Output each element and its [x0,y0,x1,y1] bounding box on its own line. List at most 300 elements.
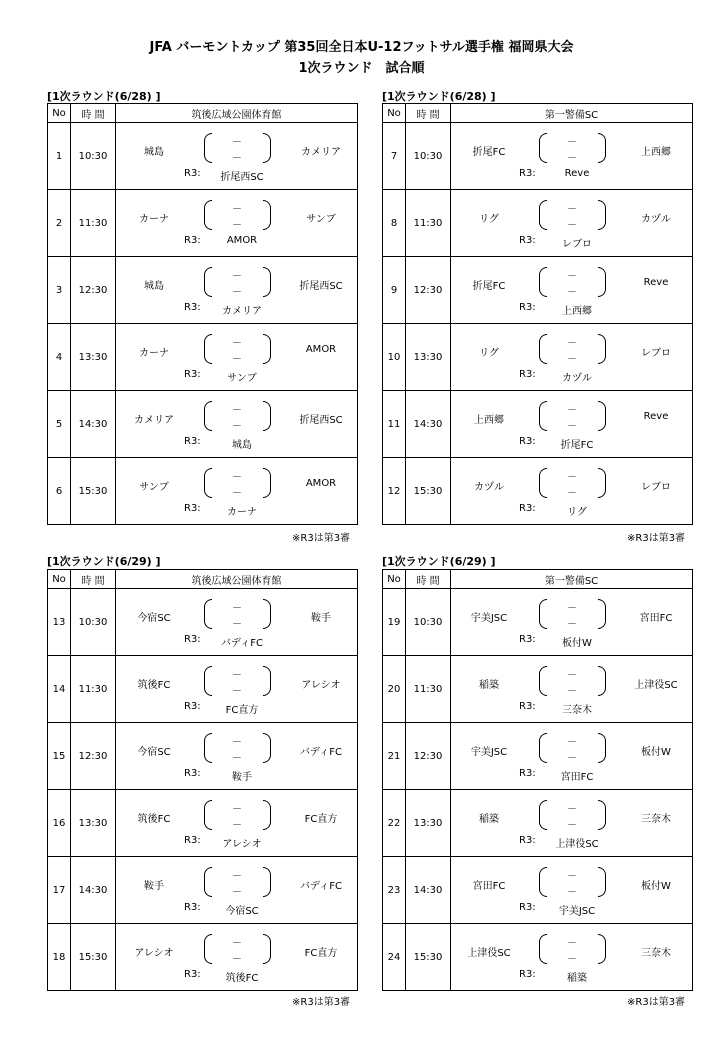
match-cell [116,924,358,991]
match-time: 15:30 [71,924,116,991]
away-team: 上西郷 [641,147,671,158]
right-bracket [598,599,606,629]
header-row [383,104,693,123]
away-team: 鞍手 [311,613,331,624]
left-bracket [204,200,212,230]
match-time: 13:30 [71,790,116,857]
away-team: 宮田FC [639,613,673,624]
away-team: 三奈木 [641,948,671,959]
score-dash-top: － [232,204,242,215]
section-label: [1次ラウンド(6/29) ] [382,555,496,568]
score-dash-top: － [567,670,577,681]
match-number: 18 [48,924,71,991]
third-referee-team: 筑後FC [225,973,259,984]
score-dash-bottom: － [567,820,577,831]
third-referee-team: 宇美JSC [558,906,596,917]
away-team: カメリア [301,147,341,158]
score-dash-top: － [567,938,577,949]
match-number: 21 [383,723,406,790]
third-referee-team: 上西郷 [562,306,592,317]
away-team: バディFC [300,881,342,892]
match-number: 23 [383,857,406,924]
left-bracket [539,867,547,897]
match-time: 11:30 [406,190,451,257]
score-dash-bottom: － [567,954,577,965]
home-team: 今宿SC [137,613,171,624]
match-time: 12:30 [71,723,116,790]
score-dash-bottom: － [567,753,577,764]
left-bracket [539,133,547,163]
match-row [48,391,358,458]
away-team: 折尾西SC [299,415,343,426]
away-team: AMOR [305,344,337,355]
header-no: No [48,104,71,123]
left-bracket [204,267,212,297]
match-row [48,123,358,190]
match-time: 11:30 [406,656,451,723]
match-cell [451,391,693,458]
home-team: カメリア [134,415,174,426]
third-referee-team: 上津役SC [555,839,599,850]
third-referee-team: 折尾FC [560,440,594,451]
right-bracket [598,733,606,763]
match-number: 10 [383,324,406,391]
match-number: 3 [48,257,71,324]
home-team: リグ [479,214,499,225]
document-subtitle: 1次ラウンド 試合順 [298,61,425,76]
match-number: 24 [383,924,406,991]
match-row [48,857,358,924]
header-time: 時 間 [406,104,451,123]
third-referee-team: Reve [564,168,590,179]
score-dash-bottom: － [232,619,242,630]
match-row [48,790,358,857]
third-referee-team: 城島 [232,440,252,451]
home-team: カーナ [139,214,169,225]
score-dash-bottom: － [232,753,242,764]
home-team: 稲築 [479,814,499,825]
r3-label: R3: [519,969,536,980]
section-label: [1次ラウンド(6/28) ] [382,90,496,103]
match-number: 1 [48,123,71,190]
match-cell [116,123,358,190]
score-dash-bottom: － [567,220,577,231]
score-dash-bottom: － [232,488,242,499]
match-cell [451,324,693,391]
match-time: 10:30 [406,589,451,656]
score-dash-top: － [232,670,242,681]
third-referee-team: 折尾西SC [220,172,264,183]
match-number: 11 [383,391,406,458]
section-label: [1次ラウンド(6/29) ] [47,555,161,568]
home-team: 折尾FC [472,147,506,158]
score-dash-bottom: － [567,421,577,432]
match-cell [451,123,693,190]
third-referee-team: FC直方 [225,705,259,716]
score-dash-top: － [232,938,242,949]
away-team: FC直方 [304,814,338,825]
match-cell [451,656,693,723]
third-referee-team: リグ [567,507,587,518]
match-cell [116,589,358,656]
left-bracket [539,934,547,964]
score-dash-top: － [232,137,242,148]
match-time: 13:30 [71,324,116,391]
home-team: 宮田FC [472,881,506,892]
right-bracket [263,401,271,431]
match-row [48,924,358,991]
match-cell [451,790,693,857]
match-row [383,924,693,991]
r3-label: R3: [519,302,536,313]
match-row [48,723,358,790]
home-team: 城島 [144,281,164,292]
r3-label: R3: [519,369,536,380]
away-team: 三奈木 [641,814,671,825]
schedule-table [47,103,358,525]
match-time: 12:30 [406,723,451,790]
left-bracket [204,800,212,830]
r3-label: R3: [184,436,201,447]
third-referee-team: バディFC [221,638,263,649]
score-dash-bottom: － [567,619,577,630]
away-team: アレシオ [301,680,341,691]
left-bracket [204,733,212,763]
match-number: 8 [383,190,406,257]
match-row [383,123,693,190]
home-team: 城島 [144,147,164,158]
home-team: 筑後FC [137,814,171,825]
header-venue: 第一警備SC [451,570,693,589]
match-row [48,656,358,723]
r3-label: R3: [519,835,536,846]
header-time: 時 間 [406,570,451,589]
score-dash-bottom: － [567,887,577,898]
r3-label: R3: [519,768,536,779]
right-bracket [598,800,606,830]
match-cell [116,857,358,924]
match-row [383,790,693,857]
match-cell [451,190,693,257]
match-time: 15:30 [406,458,451,525]
score-dash-bottom: － [567,287,577,298]
right-bracket [263,934,271,964]
match-row [48,589,358,656]
third-referee-team: 宮田FC [560,772,594,783]
score-dash-top: － [232,271,242,282]
header-time: 時 間 [71,104,116,123]
left-bracket [539,200,547,230]
left-bracket [539,334,547,364]
schedule-table [47,569,358,991]
match-row [383,589,693,656]
home-team: カヅル [474,482,504,493]
left-bracket [539,468,547,498]
score-dash-bottom: － [567,686,577,697]
right-bracket [598,200,606,230]
score-dash-top: － [567,405,577,416]
r3-label: R3: [519,503,536,514]
home-team: 上西郷 [474,415,504,426]
match-number: 13 [48,589,71,656]
away-team: 板付W [641,881,671,892]
match-row [383,391,693,458]
score-dash-top: － [567,472,577,483]
right-bracket [263,666,271,696]
left-bracket [204,934,212,964]
r3-label: R3: [184,902,201,913]
right-bracket [263,200,271,230]
header-venue: 第一警備SC [451,104,693,123]
match-number: 20 [383,656,406,723]
r3-label: R3: [519,436,536,447]
score-dash-bottom: － [232,686,242,697]
r3-label: R3: [184,768,201,779]
r3-label: R3: [184,168,201,179]
home-team: サンブ [139,482,169,493]
score-dash-top: － [232,472,242,483]
score-dash-bottom: － [232,153,242,164]
score-dash-top: － [232,804,242,815]
third-referee-team: レブロ [562,239,592,250]
r3-label: R3: [184,503,201,514]
away-team: 折尾西SC [299,281,343,292]
right-bracket [263,267,271,297]
score-dash-bottom: － [232,820,242,831]
match-time: 11:30 [71,190,116,257]
match-time: 14:30 [406,857,451,924]
left-bracket [204,599,212,629]
score-dash-top: － [567,137,577,148]
third-referee-team: 鞍手 [232,772,252,783]
score-dash-bottom: － [567,153,577,164]
match-number: 2 [48,190,71,257]
match-time: 10:30 [406,123,451,190]
score-dash-bottom: － [567,354,577,365]
score-dash-bottom: － [232,354,242,365]
r3-label: R3: [519,634,536,645]
match-time: 11:30 [71,656,116,723]
r3-label: R3: [184,302,201,313]
schedule-table [382,103,693,525]
header-venue: 筑後広域公園体育館 [116,104,358,123]
r3-label: R3: [184,701,201,712]
away-team: レブロ [641,348,671,359]
r3-label: R3: [184,235,201,246]
score-dash-top: － [567,804,577,815]
left-bracket [204,666,212,696]
r3-label: R3: [519,235,536,246]
score-dash-bottom: － [232,421,242,432]
right-bracket [598,867,606,897]
match-cell [451,589,693,656]
match-number: 5 [48,391,71,458]
left-bracket [204,468,212,498]
away-team: Reve [643,277,669,288]
match-cell [451,723,693,790]
match-cell [116,656,358,723]
document-title: JFA バーモントカップ 第35回全日本U-12フットサル選手権 福岡県大会 [149,40,574,55]
left-bracket [539,599,547,629]
match-number: 12 [383,458,406,525]
right-bracket [598,133,606,163]
third-referee-team: サンブ [227,373,257,384]
third-referee-team: カーナ [227,507,257,518]
header-no: No [48,570,71,589]
home-team: 筑後FC [137,680,171,691]
match-number: 17 [48,857,71,924]
match-time: 14:30 [71,857,116,924]
right-bracket [598,666,606,696]
home-team: アレシオ [134,948,174,959]
left-bracket [204,334,212,364]
right-bracket [263,334,271,364]
match-number: 6 [48,458,71,525]
header-no: No [383,570,406,589]
right-bracket [598,334,606,364]
away-team: 板付W [641,747,671,758]
schedule-table [382,569,693,991]
away-team: レブロ [641,482,671,493]
home-team: リグ [479,348,499,359]
right-bracket [263,733,271,763]
r3-label: R3: [519,902,536,913]
match-number: 4 [48,324,71,391]
r3-label: R3: [519,701,536,712]
match-row [383,656,693,723]
match-cell [116,458,358,525]
score-dash-top: － [567,603,577,614]
match-row [48,324,358,391]
r3-label: R3: [184,369,201,380]
match-time: 12:30 [406,257,451,324]
match-row [383,458,693,525]
right-bracket [598,267,606,297]
r3-note: ※R3は第3審 [292,533,351,544]
away-team: 上津役SC [634,680,678,691]
home-team: 宇美JSC [470,747,508,758]
match-cell [116,391,358,458]
right-bracket [598,401,606,431]
match-cell [451,257,693,324]
match-cell [116,790,358,857]
right-bracket [263,800,271,830]
header-no: No [383,104,406,123]
score-dash-top: － [232,737,242,748]
match-time: 13:30 [406,790,451,857]
header-row [383,570,693,589]
match-number: 22 [383,790,406,857]
match-row [383,723,693,790]
score-dash-bottom: － [232,954,242,965]
r3-note: ※R3は第3審 [292,997,351,1008]
section-label: [1次ラウンド(6/28) ] [47,90,161,103]
right-bracket [263,867,271,897]
left-bracket [204,133,212,163]
match-row [48,458,358,525]
left-bracket [204,401,212,431]
home-team: カーナ [139,348,169,359]
score-dash-bottom: － [232,887,242,898]
match-row [48,257,358,324]
third-referee-team: 今宿SC [225,906,259,917]
right-bracket [263,468,271,498]
score-dash-top: － [567,737,577,748]
home-team: 今宿SC [137,747,171,758]
r3-label: R3: [184,969,201,980]
right-bracket [598,934,606,964]
match-number: 14 [48,656,71,723]
score-dash-top: － [567,271,577,282]
score-dash-bottom: － [567,488,577,499]
left-bracket [204,867,212,897]
match-time: 15:30 [406,924,451,991]
match-cell [451,924,693,991]
home-team: 折尾FC [472,281,506,292]
match-time: 14:30 [71,391,116,458]
match-row [48,190,358,257]
match-number: 9 [383,257,406,324]
match-time: 15:30 [71,458,116,525]
header-row [48,104,358,123]
right-bracket [598,468,606,498]
third-referee-team: 稲築 [567,973,587,984]
away-team: サンブ [306,214,336,225]
left-bracket [539,267,547,297]
match-cell [116,257,358,324]
away-team: カヅル [641,214,671,225]
score-dash-top: － [567,871,577,882]
score-dash-top: － [232,405,242,416]
away-team: Reve [643,411,669,422]
score-dash-top: － [232,603,242,614]
left-bracket [539,401,547,431]
r3-label: R3: [184,634,201,645]
away-team: FC直方 [304,948,338,959]
score-dash-top: － [232,338,242,349]
r3-note: ※R3は第3審 [627,997,686,1008]
match-row [383,324,693,391]
match-time: 13:30 [406,324,451,391]
match-number: 15 [48,723,71,790]
match-cell [451,857,693,924]
r3-label: R3: [184,835,201,846]
match-time: 10:30 [71,123,116,190]
left-bracket [539,733,547,763]
away-team: バディFC [300,747,342,758]
match-cell [116,723,358,790]
match-row [383,190,693,257]
third-referee-team: AMOR [226,235,258,246]
home-team: 宇美JSC [470,613,508,624]
third-referee-team: カヅル [562,373,592,384]
right-bracket [263,133,271,163]
home-team: 上津役SC [467,948,511,959]
match-row [383,257,693,324]
header-row [48,570,358,589]
home-team: 稲築 [479,680,499,691]
match-row [383,857,693,924]
match-number: 19 [383,589,406,656]
third-referee-team: 板付W [562,638,592,649]
match-number: 16 [48,790,71,857]
left-bracket [539,800,547,830]
header-time: 時 間 [71,570,116,589]
away-team: AMOR [305,478,337,489]
match-cell [451,458,693,525]
match-number: 7 [383,123,406,190]
match-time: 12:30 [71,257,116,324]
